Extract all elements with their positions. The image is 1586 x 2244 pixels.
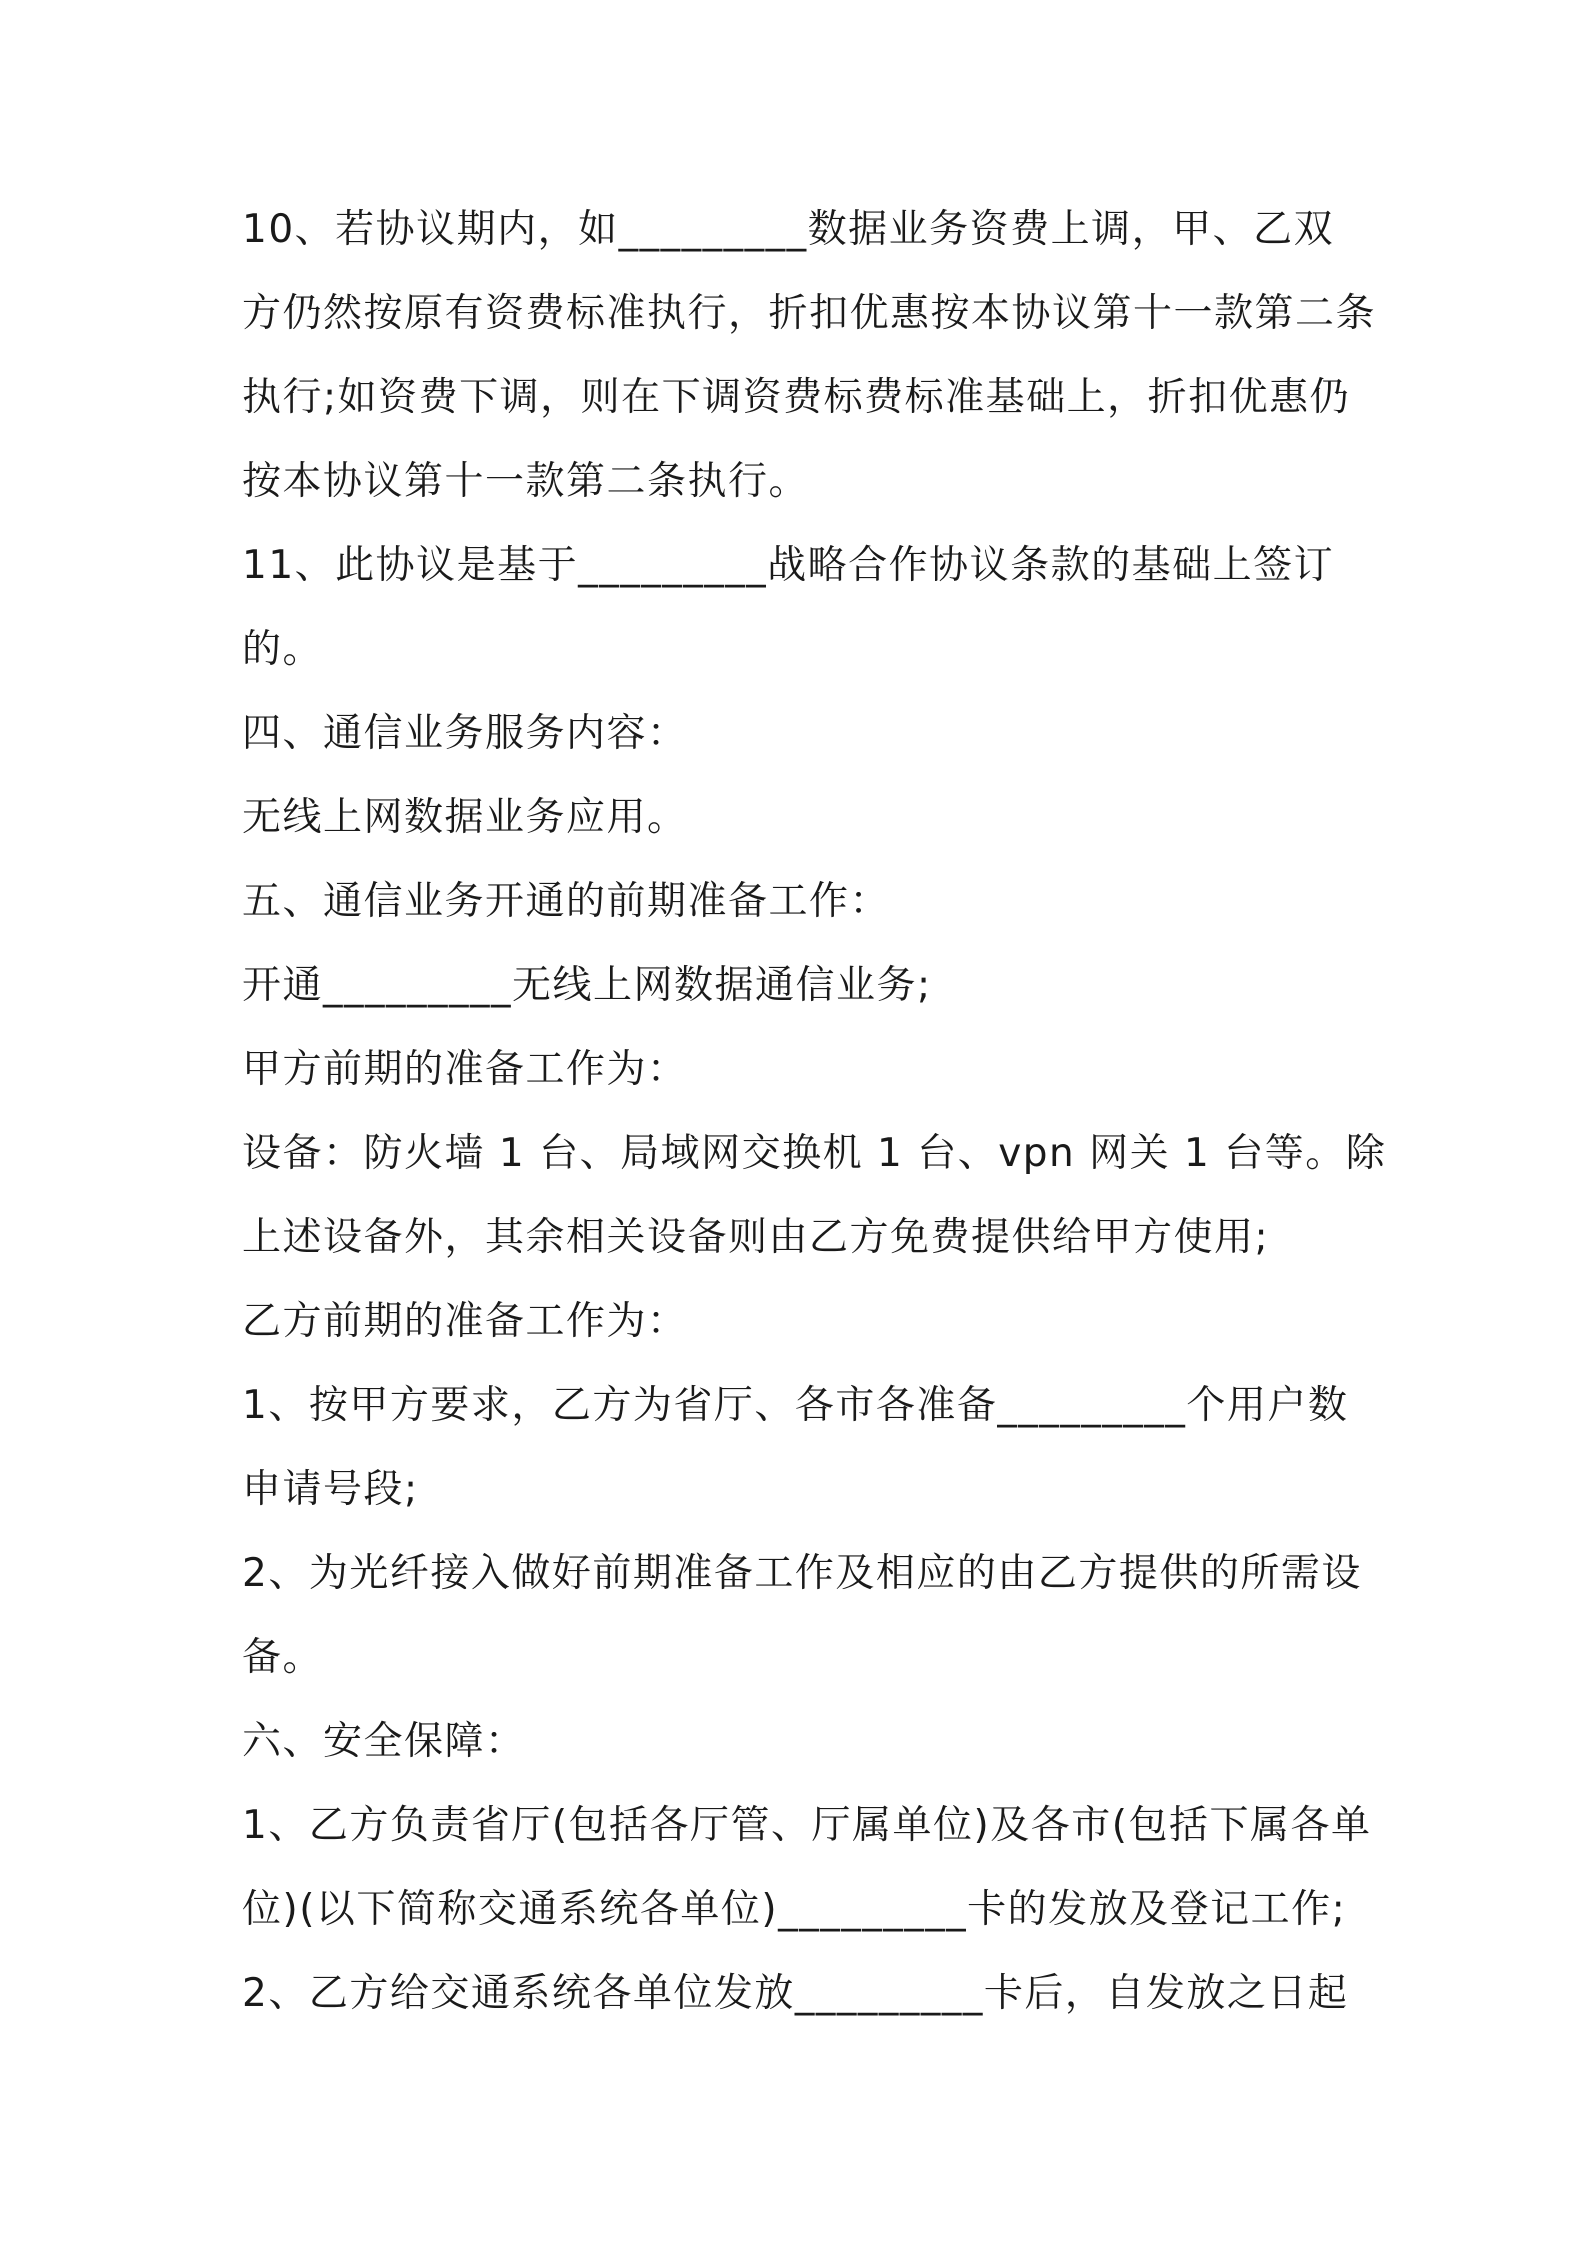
clause-10-line-4: 按本协议第十一款第二条执行。 xyxy=(242,459,810,504)
party-b-item-2-line-2: 备。 xyxy=(242,1635,324,1680)
party-b-item-1-line-1: 1、按甲方要求，乙方为省厅、各市各准备_________个用户数 xyxy=(242,1383,1349,1428)
clause-11-line-1: 11、此协议是基于_________战略合作协议条款的基础上签订 xyxy=(242,543,1335,588)
section-5-heading: 五、通信业务开通的前期准备工作： xyxy=(242,879,891,924)
security-item-1-line-1: 1、乙方负责省厅(包括各厅管、厅属单位)及各市(包括下属各单 xyxy=(242,1803,1372,1848)
security-item-1-line-2: 位)(以下简称交通系统各单位)_________卡的发放及登记工作; xyxy=(242,1887,1347,1932)
party-a-equipment-line-2: 上述设备外，其余相关设备则由乙方免费提供给甲方使用; xyxy=(242,1215,1270,1260)
section-6-heading: 六、安全保障： xyxy=(242,1719,526,1764)
clause-10-line-3: 执行;如资费下调，则在下调资费标费标准基础上，折扣优惠仍 xyxy=(242,375,1351,420)
clause-10-line-1: 10、若协议期内，如_________数据业务资费上调，甲、乙双 xyxy=(242,207,1335,252)
security-item-2-line-1: 2、乙方给交通系统各单位发放_________卡后，自发放之日起 xyxy=(242,1971,1349,2016)
section-5-activation: 开通_________无线上网数据通信业务; xyxy=(242,963,932,1008)
party-a-prep-heading: 甲方前期的准备工作为： xyxy=(242,1047,688,1092)
clause-11-line-2: 的。 xyxy=(242,627,324,672)
party-b-item-2-line-1: 2、为光纤接入做好前期准备工作及相应的由乙方提供的所需设 xyxy=(242,1551,1362,1596)
section-4-heading: 四、通信业务服务内容： xyxy=(242,711,688,756)
party-b-item-1-line-2: 申请号段; xyxy=(242,1467,419,1512)
party-b-prep-heading: 乙方前期的准备工作为： xyxy=(242,1299,688,1344)
clause-10-line-2: 方仍然按原有资费标准执行，折扣优惠按本协议第十一款第二条 xyxy=(242,291,1377,336)
party-a-equipment-line-1: 设备：防火墙 1 台、局域网交换机 1 台、vpn 网关 1 台等。除 xyxy=(242,1131,1387,1176)
section-4-content: 无线上网数据业务应用。 xyxy=(242,795,688,840)
